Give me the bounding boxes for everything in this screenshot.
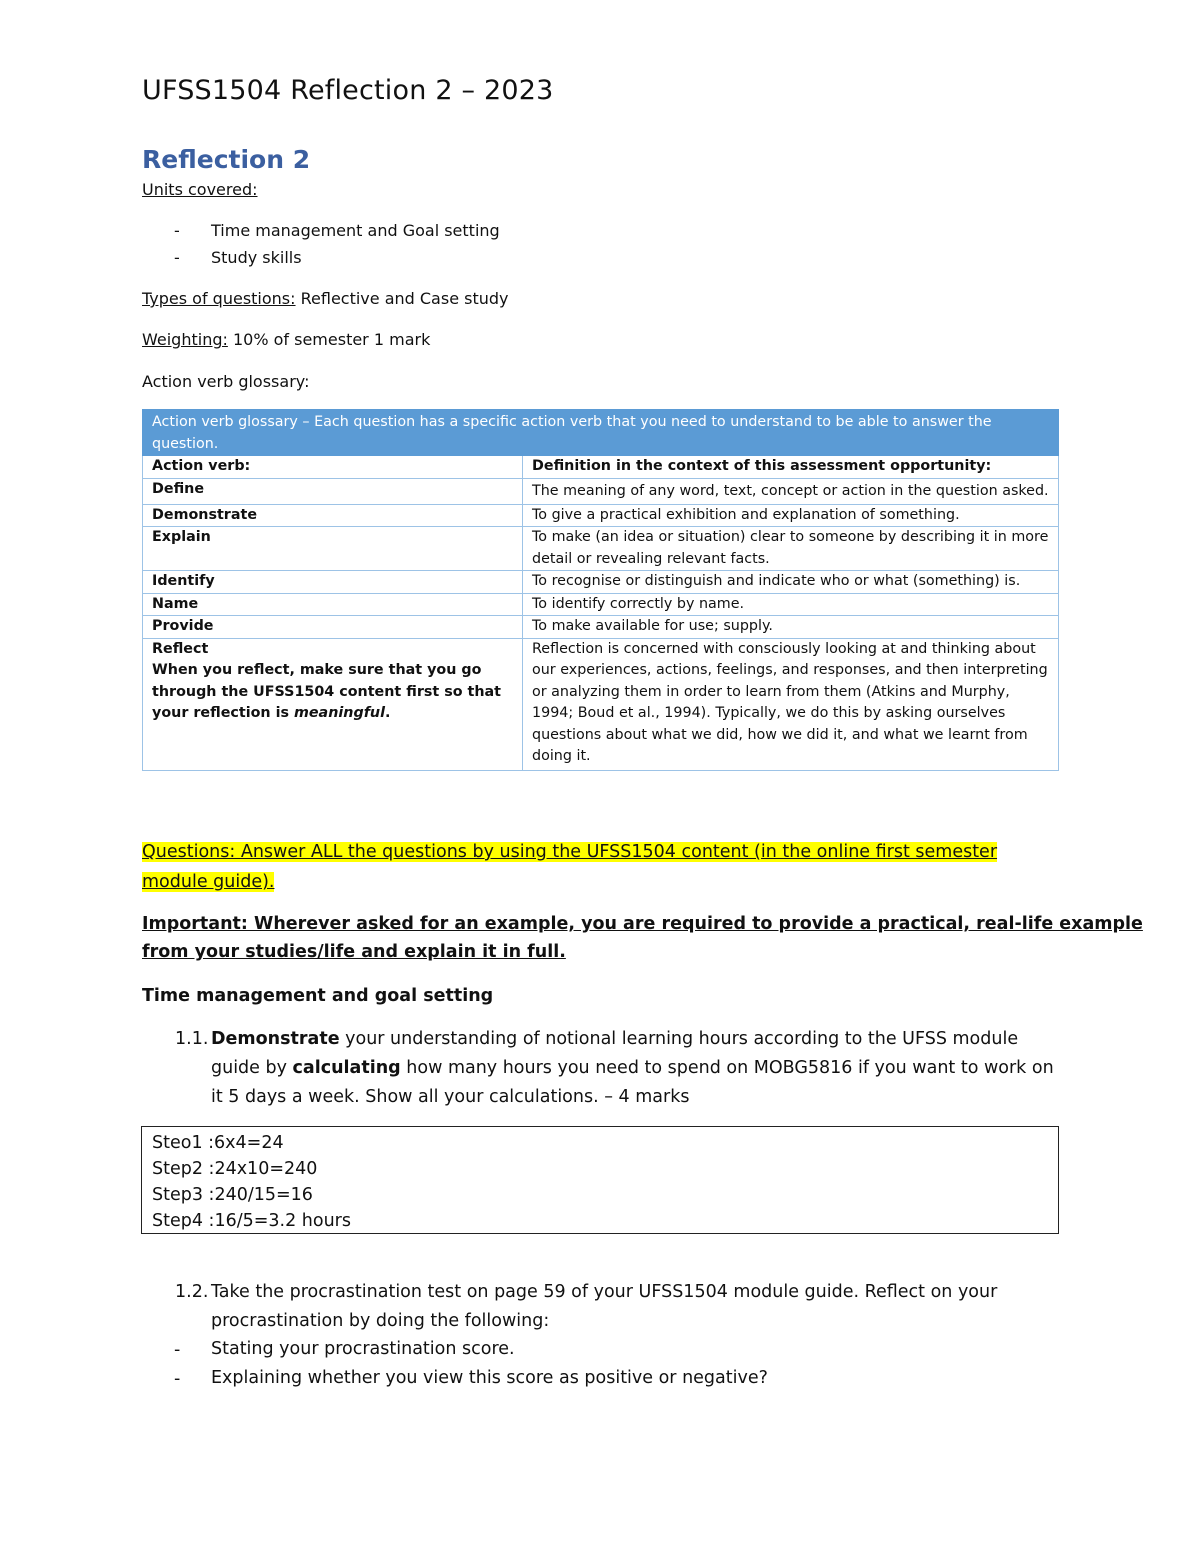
glossary-label: Action verb glossary:	[142, 372, 310, 391]
verb-cell: Define	[143, 478, 523, 504]
section-heading: Reflection 2	[142, 145, 311, 174]
question-1-2-line-1: Take the procrastination test on page 59 of your UFSS1504 module guide. Reflect on your	[211, 1282, 998, 1302]
question-bullet-dash: -	[174, 1369, 181, 1389]
question-bullet-dash: -	[174, 1340, 181, 1360]
verb-cell: Identify	[143, 571, 523, 594]
question-number: 1.1.	[175, 1029, 209, 1049]
table-row	[143, 616, 1059, 639]
verb-cell: Name	[143, 593, 523, 616]
question-1-2-line-2: procrastination by doing the following:	[211, 1311, 550, 1331]
question-1-1-line-3: it 5 days a week. Show all your calculations. – 4 marks	[211, 1087, 690, 1107]
instructions-text: Questions: Answer ALL the questions by using the UFSS1504 content (in the online first semester	[142, 842, 998, 862]
question-text: your understanding of notional learning hours according to the UFSS module	[339, 1029, 1019, 1049]
definition-cell: To make available for use; supply.	[523, 616, 1059, 639]
document-title: UFSS1504 Reflection 2 – 2023	[142, 75, 554, 106]
question-verb: calculating	[292, 1058, 401, 1078]
reflect-note-text: When you reflect, make sure that you go through the UFSS1504 content first so that your reflection is	[152, 662, 502, 721]
question-number: 1.2.	[175, 1282, 209, 1302]
answer-step: Step2 :24x10=240	[152, 1159, 318, 1179]
verb-cell-reflect	[143, 638, 523, 770]
instructions-line-1	[142, 837, 997, 867]
question-1-1-line-2	[211, 1054, 1054, 1083]
sub-heading: Time management and goal setting	[142, 986, 494, 1006]
definition-cell: Reflection is concerned with consciously looking at and thinking about our experiences, actions, feelings, and responses, and then interpreting or analyzing them in order to learn from them (Atkins and Murphy, 1994; Boud et al., 1994). Typically, we do this by asking ourselves questions about what we did, how we did it, and what we learnt from doing it.	[523, 638, 1059, 770]
table-row	[143, 527, 1059, 571]
answer-step: Steo1 :6x4=24	[152, 1133, 284, 1153]
important-note-line-1: Important: Wherever asked for an example, you are required to provide a practical, real-life example	[142, 914, 1143, 934]
verb-cell: Explain	[143, 527, 523, 571]
table-row	[143, 638, 1059, 770]
glossary-header-row	[143, 410, 1059, 456]
table-row	[143, 478, 1059, 504]
table-row	[143, 593, 1059, 616]
reflect-note-suffix: .	[385, 705, 391, 721]
question-1-2-item: Stating your procrastination score.	[211, 1339, 515, 1359]
unit-item: Time management and Goal setting	[211, 221, 500, 240]
glossary-header: Action verb glossary – Each question has a specific action verb that you need to understand to be able to answer the question.	[143, 410, 1059, 456]
definition-cell: The meaning of any word, text, concept or action in the question asked.	[523, 478, 1059, 504]
answer-step: Step3 :240/15=16	[152, 1185, 313, 1205]
table-row	[143, 504, 1059, 527]
definition-cell: To make (an idea or situation) clear to someone by describing it in more detail or revealing relevant facts.	[523, 527, 1059, 571]
question-types	[142, 288, 509, 310]
definition-cell: To give a practical exhibition and explanation of something.	[523, 504, 1059, 527]
important-note-line-2: from your studies/life and explain it in full.	[142, 942, 566, 962]
question-1-2-item: Explaining whether you view this score as positive or negative?	[211, 1368, 768, 1388]
verb-cell: Demonstrate	[143, 504, 523, 527]
reflect-note-emphasis: meaningful	[293, 705, 385, 721]
answer-step: Step4 :16/5=3.2 hours	[152, 1211, 351, 1231]
answer-box[interactable]	[141, 1126, 1059, 1234]
units-covered-label: Units covered:	[142, 180, 258, 199]
verb-cell: Provide	[143, 616, 523, 639]
question-text: how many hours you need to spend on MOBG5816 if you want to work on	[400, 1058, 1054, 1078]
unit-bullet-dash: -	[174, 221, 180, 240]
unit-item: Study skills	[211, 248, 302, 267]
glossary-column-header-row	[143, 456, 1059, 479]
instructions-text: module guide).	[142, 872, 275, 892]
column-header-definition: Definition in the context of this assessment opportunity:	[523, 456, 1059, 479]
question-text: guide by	[211, 1058, 293, 1078]
action-verb-glossary-table	[142, 409, 1059, 771]
reflect-note	[152, 660, 514, 725]
question-types-label: Types of questions:	[142, 289, 296, 308]
column-header-verb: Action verb:	[143, 456, 523, 479]
weighting-value: 10% of semester 1 mark	[227, 330, 431, 349]
weighting-label: Weighting:	[142, 330, 228, 349]
instructions-line-2	[142, 867, 274, 897]
question-verb: Demonstrate	[211, 1029, 340, 1049]
weighting	[142, 329, 430, 351]
unit-bullet-dash: -	[174, 248, 180, 267]
reflect-verb: Reflect	[152, 640, 209, 657]
definition-cell: To identify correctly by name.	[523, 593, 1059, 616]
definition-cell: To recognise or distinguish and indicate who or what (something) is.	[523, 571, 1059, 594]
question-types-value: Reflective and Case study	[295, 289, 509, 308]
table-row	[143, 571, 1059, 594]
question-1-1-line-1	[211, 1025, 1018, 1054]
